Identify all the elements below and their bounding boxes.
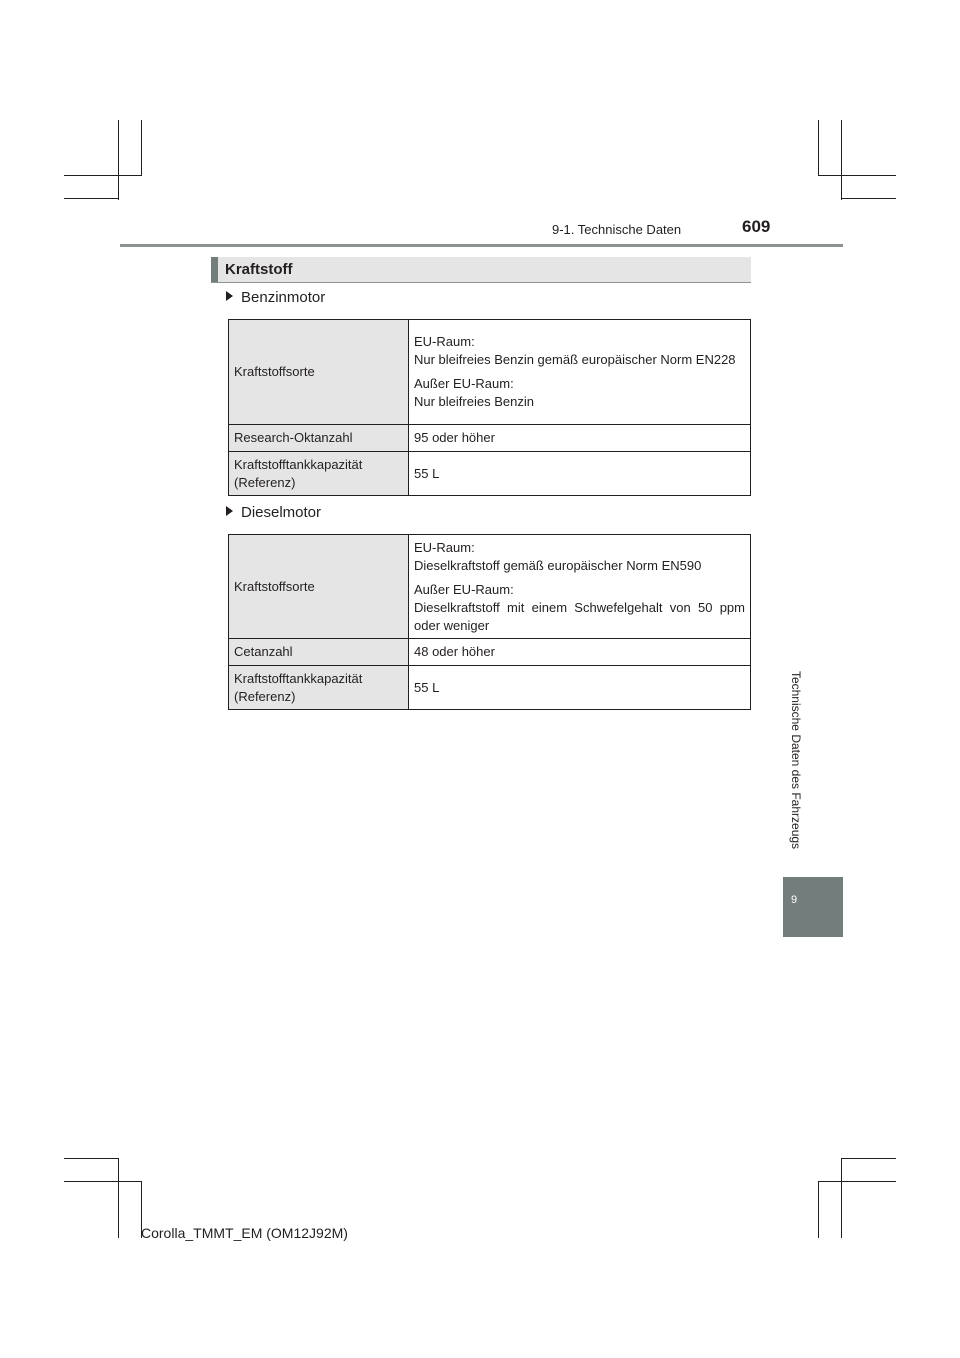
page-number: 609	[742, 217, 771, 236]
table-cell-value: 55 L	[409, 666, 751, 710]
label-line: (Referenz)	[234, 688, 296, 704]
crop-mark	[841, 198, 896, 199]
fuel-type-spec: Dieselkraftstoff gemäß europäischer Norm EN590	[414, 557, 702, 573]
fuel-type-spec: Dieselkraftstoff mit einem Schwefelgehalt von 50 ppm oder weniger	[414, 599, 745, 633]
fuel-type-region: EU-Raum:	[414, 334, 475, 349]
chapter-tab	[783, 877, 843, 937]
crop-mark	[841, 1158, 896, 1159]
table-cell-value: 55 L	[409, 452, 751, 496]
crop-mark	[841, 120, 842, 200]
section-heading: Kraftstoff	[225, 261, 293, 278]
section-heading-marker	[211, 257, 218, 282]
triangle-bullet-icon	[226, 291, 233, 301]
diesel-spec-table	[228, 534, 751, 710]
fuel-type-spec: Nur bleifreies Benzin	[414, 394, 534, 409]
table-row	[229, 666, 751, 710]
table-cell-label: Cetanzahl	[229, 639, 409, 666]
table-row	[229, 425, 751, 452]
benzin-spec-table	[228, 319, 751, 496]
table-cell-label: Kraftstoffsorte	[229, 535, 409, 639]
crop-mark	[818, 1181, 819, 1238]
table-cell-value: 95 oder höher	[409, 425, 751, 452]
fuel-type-region: EU-Raum:	[414, 539, 475, 555]
side-tab-label-container	[783, 650, 809, 870]
crop-mark	[818, 175, 896, 176]
table-row	[229, 320, 751, 425]
triangle-bullet-icon	[226, 506, 233, 516]
header-rule	[120, 244, 843, 247]
chapter-tab-number: 9	[791, 894, 798, 906]
crop-mark	[841, 1158, 842, 1238]
label-line: Kraftstofftankkapazität	[234, 670, 363, 686]
table-cell-value: 48 oder höher	[409, 639, 751, 666]
side-tab-label: Technische Daten des Fahrzeugs	[789, 670, 803, 850]
table-row	[229, 452, 751, 496]
table-cell-label: Research-Oktanzahl	[229, 425, 409, 452]
crop-mark	[64, 198, 119, 199]
section-heading-band	[211, 257, 751, 283]
crop-mark	[118, 120, 119, 200]
table-cell-value	[409, 320, 751, 425]
crop-mark	[118, 1158, 119, 1238]
crop-mark	[64, 1181, 142, 1182]
document-code: Corolla_TMMT_EM (OM12J92M)	[141, 1225, 348, 1241]
benzin-heading	[226, 289, 325, 306]
fuel-type-spec: Nur bleifreies Benzin gemäß europäischer Norm EN228	[414, 352, 736, 367]
crop-mark	[64, 175, 142, 176]
table-cell-label: Kraftstoffsorte	[229, 320, 409, 425]
fuel-type-region: Außer EU-Raum:	[414, 581, 514, 597]
table-cell-value	[409, 535, 751, 639]
crop-mark	[818, 1181, 896, 1182]
diesel-heading-text: Dieselmotor	[241, 504, 322, 521]
table-row	[229, 639, 751, 666]
benzin-heading-text: Benzinmotor	[241, 289, 326, 306]
crop-mark	[64, 1158, 119, 1159]
label-line: (Referenz)	[234, 474, 296, 490]
diesel-heading	[226, 504, 321, 521]
crop-mark	[818, 120, 819, 176]
running-header-section: 9-1. Technische Daten	[552, 222, 682, 237]
table-row	[229, 535, 751, 639]
table-cell-label	[229, 666, 409, 710]
table-cell-label	[229, 452, 409, 496]
label-line: Kraftstofftankkapazität	[234, 456, 363, 472]
fuel-type-region: Außer EU-Raum:	[414, 376, 514, 391]
crop-mark	[141, 120, 142, 176]
